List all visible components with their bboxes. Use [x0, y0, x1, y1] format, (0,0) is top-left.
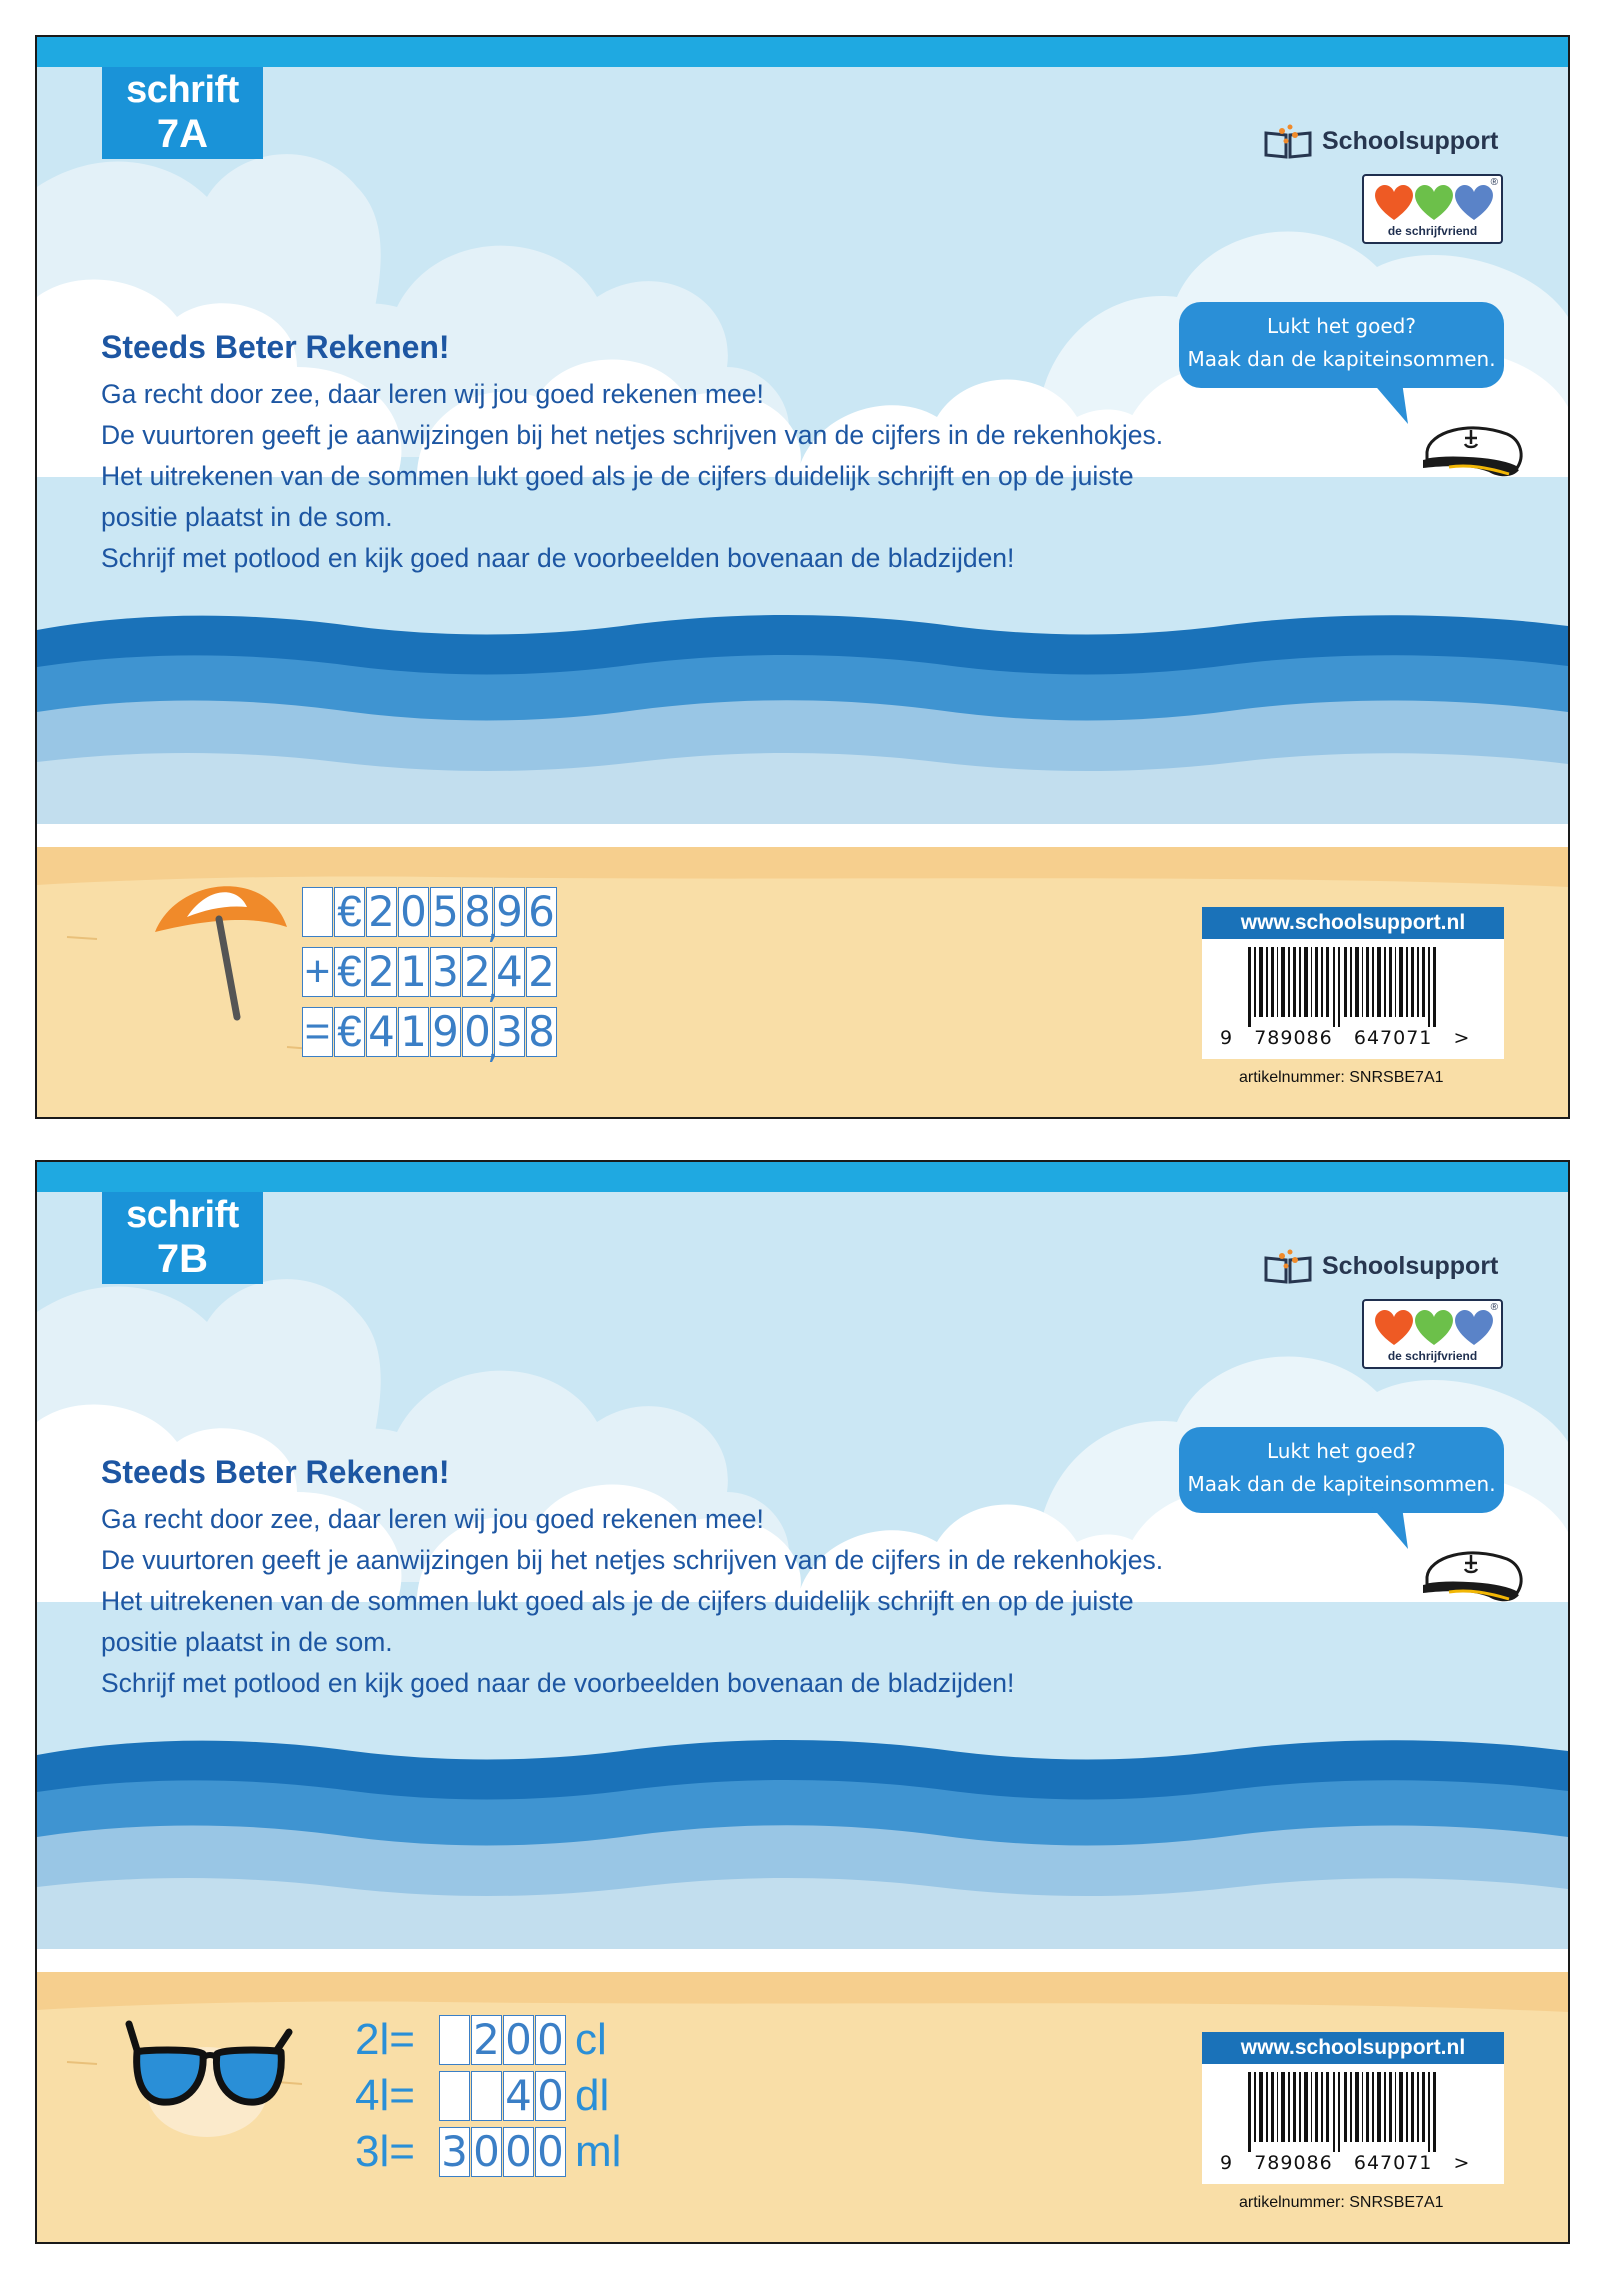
- sum-cell: 4: [366, 1007, 397, 1057]
- sum-cell: 8: [526, 1007, 557, 1057]
- intro-text: [101, 374, 1281, 579]
- speech-bubble-tail: [1372, 382, 1412, 427]
- captain-hat-icon: [1409, 412, 1529, 492]
- bubble-line-1: Lukt het goed?: [1267, 314, 1416, 338]
- registered-mark: ®: [1490, 1302, 1498, 1313]
- tab-number: 7B: [156, 1237, 209, 1281]
- book-logo-icon: [1262, 1248, 1314, 1284]
- volume-cell: 0: [535, 2071, 566, 2121]
- intro-line: Het uitrekenen van de sommen lukt goed als je de cijfers duidelijk schrijft en op de juiste: [101, 1586, 1134, 1616]
- volume-cell: 3: [439, 2127, 470, 2177]
- sea-waves: [37, 612, 1568, 852]
- website-url: www.schoolsupport.nl: [1202, 2032, 1504, 2064]
- volume-cell: [471, 2071, 502, 2121]
- cover-7b: [35, 1160, 1570, 2244]
- intro-text: [101, 1499, 1281, 1704]
- brand-name: Schoolsupport: [1322, 126, 1499, 155]
- sum-cell: 8 ,: [462, 887, 493, 937]
- sum-cell: 2 ,: [462, 947, 493, 997]
- volume-cell: 0: [535, 2015, 566, 2065]
- sum-cell: 2: [366, 947, 397, 997]
- sum-cell: 0: [398, 887, 429, 937]
- volume-cell: 0: [503, 2015, 534, 2065]
- isbn-number: 9 789086 647071 >: [1220, 2152, 1471, 2174]
- barcode-icon: [1248, 947, 1458, 1027]
- intro-line: positie plaatst in de som.: [101, 502, 393, 532]
- volume-cell: 4: [503, 2071, 534, 2121]
- website-url: www.schoolsupport.nl: [1202, 907, 1504, 939]
- volume-unit: dl: [575, 2071, 610, 2120]
- sum-cell: 3: [494, 1007, 525, 1057]
- sum-cell: 4: [494, 947, 525, 997]
- barcode-label: [1202, 2032, 1504, 2184]
- sum-cell: 5: [430, 887, 461, 937]
- volume-row: [355, 2068, 621, 2124]
- top-bar: [37, 1162, 1568, 1192]
- euro-sum-example: [302, 882, 558, 1062]
- intro-line: Ga recht door zee, daar leren wij jou goed rekenen mee!: [101, 379, 764, 409]
- hearts-icon: [1364, 1303, 1505, 1353]
- volume-cell: 2: [471, 2015, 502, 2065]
- hearts-icon: [1364, 178, 1505, 228]
- sum-row: [302, 1002, 558, 1062]
- top-bar: [37, 37, 1568, 67]
- sum-cell: 1: [398, 1007, 429, 1057]
- tab-word: schrift: [126, 69, 239, 111]
- tab-number: 7A: [156, 112, 209, 156]
- registered-mark: ®: [1490, 177, 1498, 188]
- schoolsupport-logo: [1262, 123, 1498, 159]
- volume-conversion-example: [355, 2012, 621, 2180]
- volume-label: 3l=: [355, 2127, 415, 2176]
- volume-label: 2l=: [355, 2015, 415, 2064]
- sum-cell: 1: [398, 947, 429, 997]
- sum-cell: 6: [526, 887, 557, 937]
- sum-cell: =: [302, 1007, 333, 1057]
- volume-cell: 0: [535, 2127, 566, 2177]
- bubble-line-2: Maak dan de kapiteinsommen.: [1187, 1472, 1496, 1496]
- schrijfvriend-tagline: de schrijfvriend: [1387, 224, 1478, 238]
- sum-cell: 2: [526, 947, 557, 997]
- sum-cell: 9: [430, 1007, 461, 1057]
- schrijfvriend-tagline: de schrijfvriend: [1387, 1349, 1478, 1363]
- volume-cell: [439, 2015, 470, 2065]
- sum-row: [302, 942, 558, 1002]
- sum-cell: €: [334, 887, 365, 937]
- sea-waves: [37, 1737, 1568, 1977]
- sum-cell: €: [334, 1007, 365, 1057]
- intro-line: Het uitrekenen van de sommen lukt goed als je de cijfers duidelijk schrijft en op de juiste: [101, 461, 1134, 491]
- volume-cell: 0: [503, 2127, 534, 2177]
- speech-bubble-tail: [1372, 1507, 1412, 1552]
- sum-cell: 2: [366, 887, 397, 937]
- schrijfvriend-logo: [1362, 174, 1503, 244]
- sum-cell: 0 ,: [462, 1007, 493, 1057]
- heading: Steeds Beter Rekenen!: [101, 329, 450, 365]
- barcode-icon: [1248, 2072, 1458, 2152]
- sum-cell: +: [302, 947, 333, 997]
- intro-line: Schrijf met potlood en kijk goed naar de voorbeelden bovenaan de bladzijden!: [101, 543, 1015, 573]
- notebook-tab: [102, 1192, 263, 1284]
- intro-line: Schrijf met potlood en kijk goed naar de voorbeelden bovenaan de bladzijden!: [101, 1668, 1015, 1698]
- volume-row: [355, 2124, 621, 2180]
- schoolsupport-logo: [1262, 1248, 1498, 1284]
- article-number: artikelnummer: SNRSBE7A1: [1239, 1069, 1444, 1086]
- intro-line: De vuurtoren geeft je aanwijzingen bij het netjes schrijven van de cijfers in de rekenhokjes.: [101, 1545, 1164, 1575]
- notebook-tab: [102, 67, 263, 159]
- sum-cell: €: [334, 947, 365, 997]
- book-logo-icon: [1262, 123, 1314, 159]
- volume-row: [355, 2012, 621, 2068]
- volume-unit: ml: [575, 2127, 622, 2176]
- sum-row: [302, 882, 558, 942]
- article-number: artikelnummer: SNRSBE7A1: [1239, 2194, 1444, 2211]
- volume-cell: [439, 2071, 470, 2121]
- volume-cell: 0: [471, 2127, 502, 2177]
- isbn-number: 9 789086 647071 >: [1220, 1027, 1471, 1049]
- volume-label: 4l=: [355, 2071, 415, 2120]
- volume-unit: cl: [575, 2015, 607, 2064]
- sum-cell: 9: [494, 887, 525, 937]
- schrijfvriend-logo: [1362, 1299, 1503, 1369]
- intro-line: positie plaatst in de som.: [101, 1627, 393, 1657]
- bubble-line-2: Maak dan de kapiteinsommen.: [1187, 347, 1496, 371]
- intro-line: Ga recht door zee, daar leren wij jou goed rekenen mee!: [101, 1504, 764, 1534]
- sum-cell: [302, 887, 333, 937]
- captain-hat-icon: [1409, 1537, 1529, 1617]
- barcode-label: [1202, 907, 1504, 1059]
- sum-cell: 3: [430, 947, 461, 997]
- tab-word: schrift: [126, 1194, 239, 1236]
- heading: Steeds Beter Rekenen!: [101, 1454, 450, 1490]
- bubble-line-1: Lukt het goed?: [1267, 1439, 1416, 1463]
- cover-7a: [35, 35, 1570, 1119]
- intro-line: De vuurtoren geeft je aanwijzingen bij het netjes schrijven van de cijfers in de rekenhokjes.: [101, 420, 1164, 450]
- brand-name: Schoolsupport: [1322, 1251, 1499, 1280]
